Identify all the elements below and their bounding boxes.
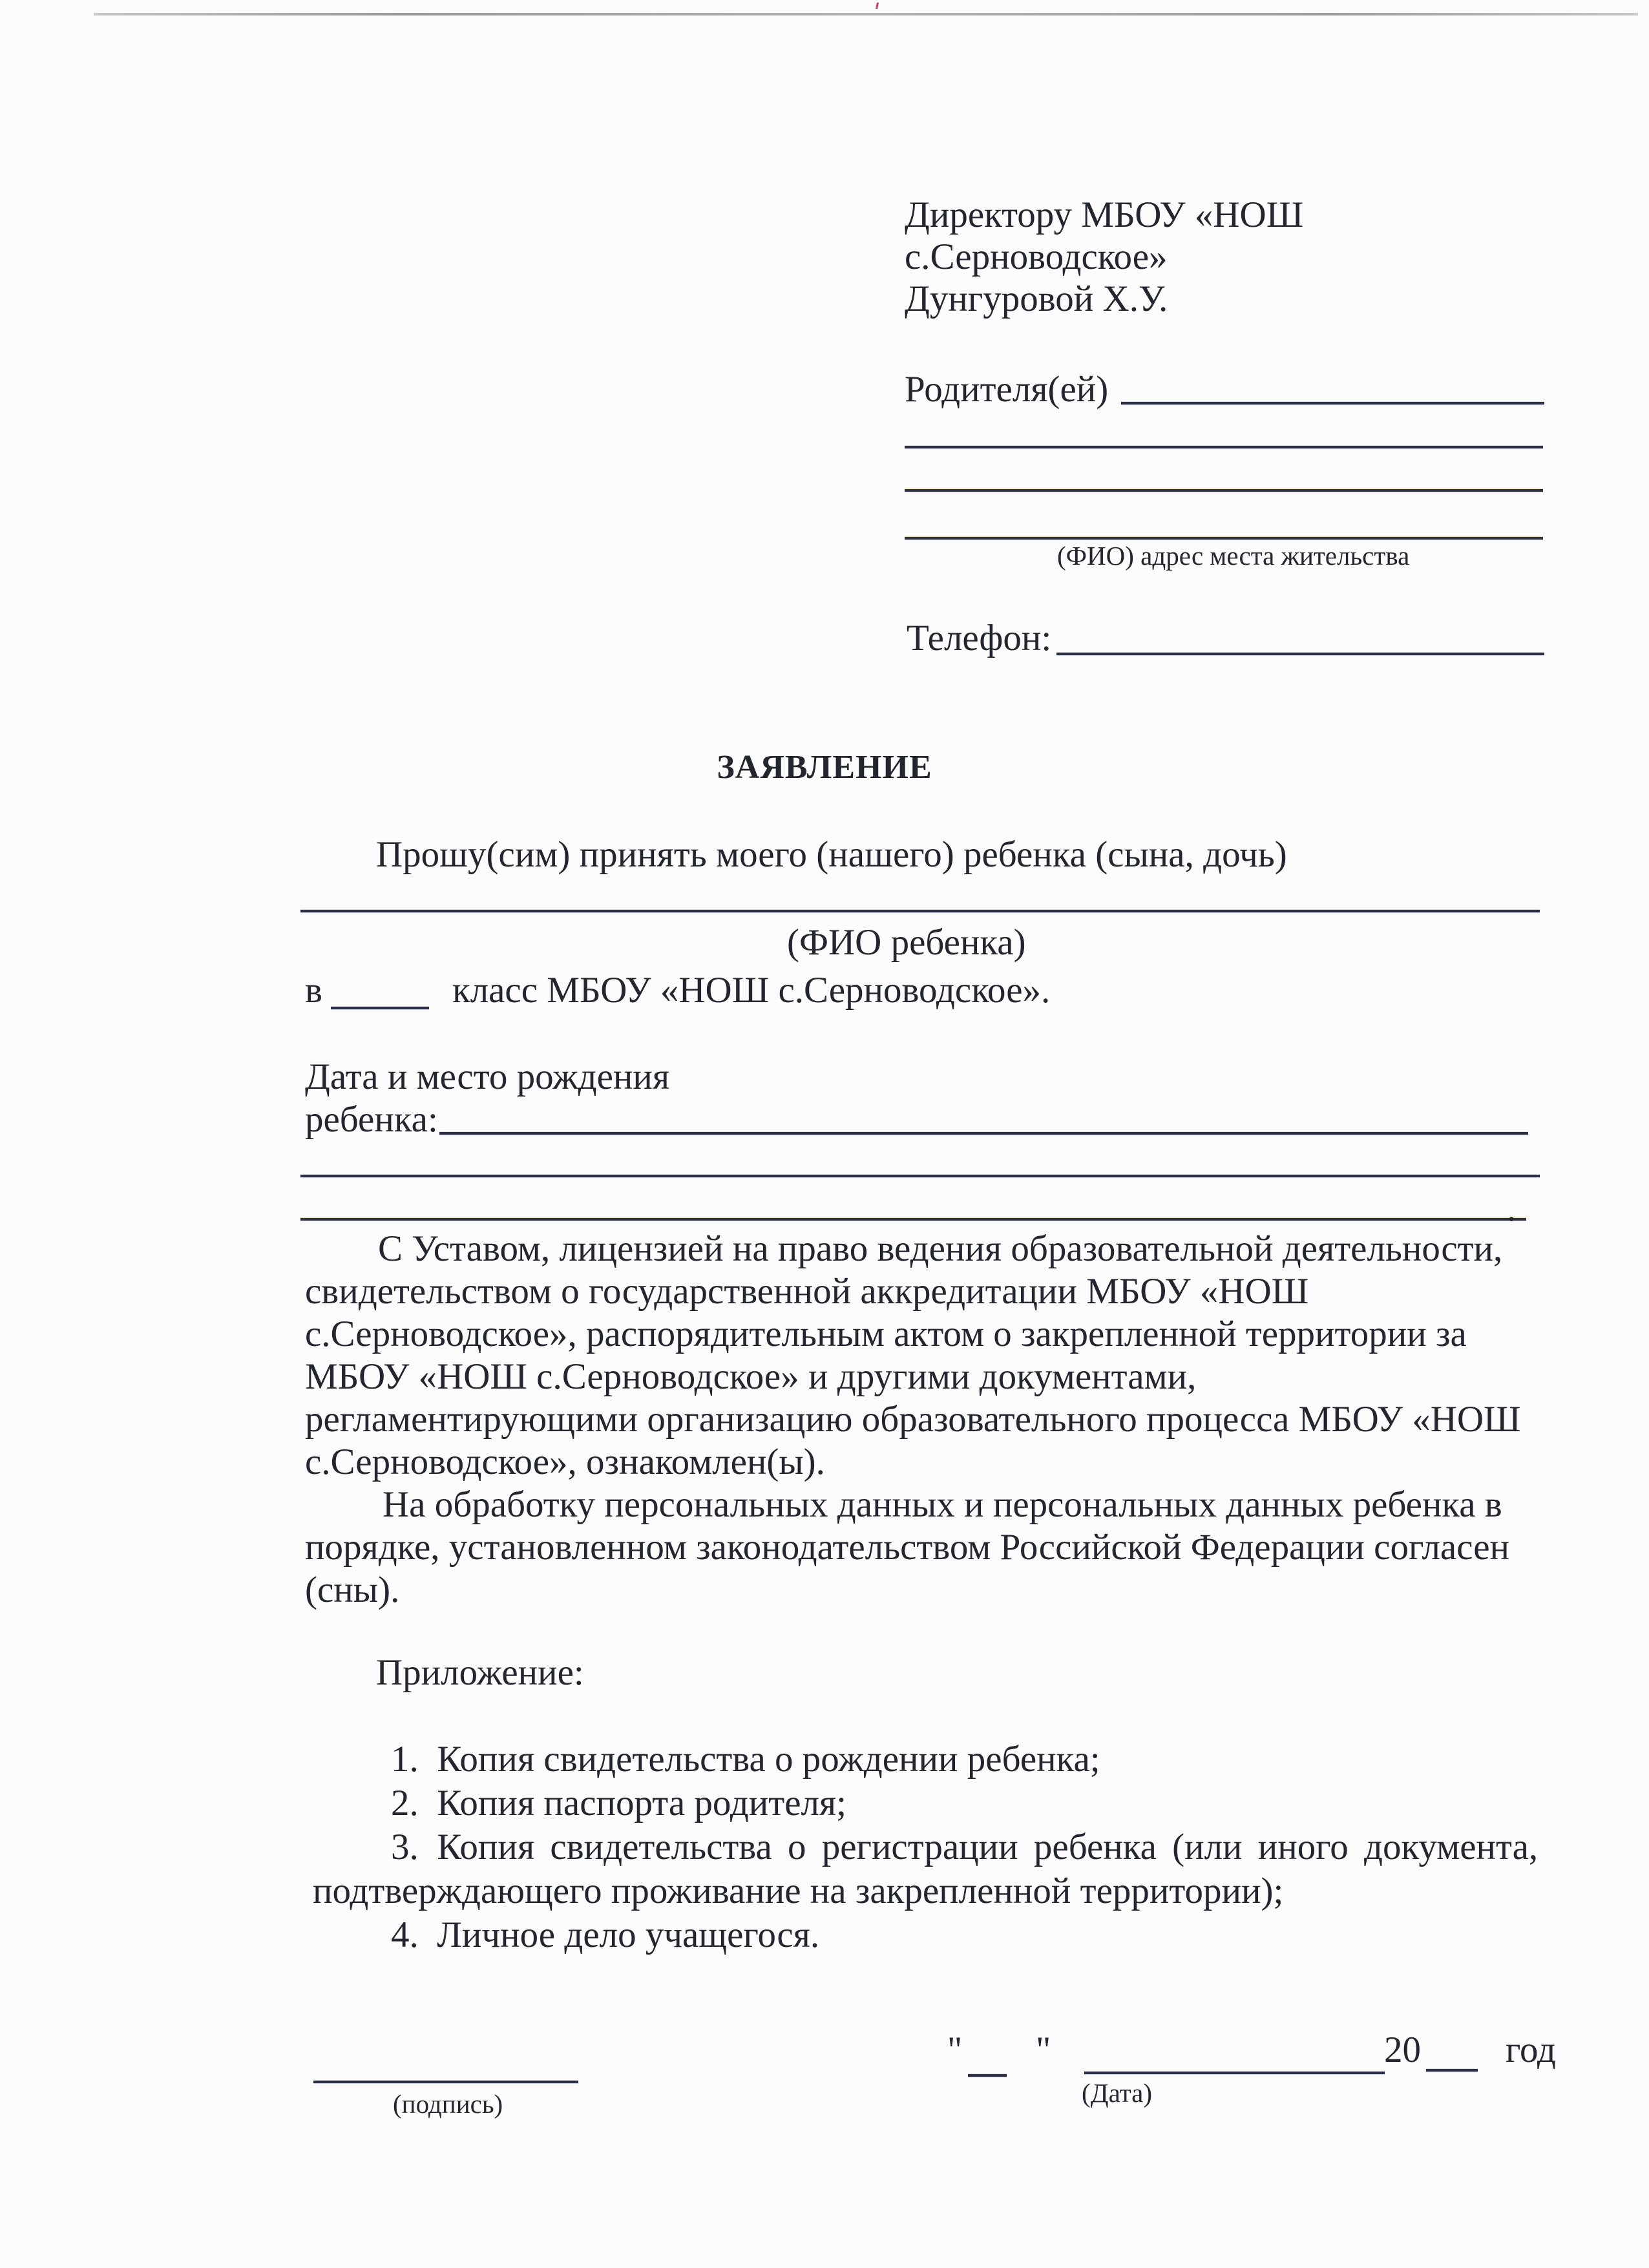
class-suffix: класс МБОУ «НОШ с.Серноводское». (452, 970, 1051, 1011)
parent-field-line-1[interactable] (1121, 402, 1544, 404)
date-open-quote: " (947, 2030, 963, 2070)
birth-label-line-1: Дата и место рождения (305, 1056, 670, 1097)
ack-line-3: с.Серноводское», распорядительным актом о закрепленной территории за (305, 1314, 1467, 1354)
attachment-item-4 (391, 1914, 819, 1957)
signature-caption: (подпись) (393, 2089, 503, 2119)
attachment-item-number: 3. (391, 1827, 419, 1867)
birth-field-line-2[interactable] (300, 1175, 1540, 1177)
birth-field-line-3[interactable] (300, 1218, 1526, 1221)
child-name-field-line[interactable] (300, 910, 1540, 912)
attachment-item-number: 1. (391, 1739, 419, 1780)
ack-line-4: МБОУ «НОШ с.Серноводское» и другими документами, (305, 1356, 1197, 1397)
ack-line-5: регламентирующими организацию образовательного процесса МБОУ «НОШ (305, 1399, 1521, 1440)
date-caption: (Дата) (1082, 2078, 1153, 2108)
attachments-heading: Приложение: (376, 1652, 584, 1693)
birth-field-end-period: . (1507, 1188, 1517, 1229)
class-field-line[interactable] (331, 1007, 429, 1009)
attachment-item-text: Копия свидетельства о рождении ребенка; (437, 1739, 1100, 1780)
attachment-item-number: 2. (391, 1783, 419, 1823)
parent-caption: (ФИО) адрес места жительства (1057, 541, 1410, 571)
attachment-item-text: Копия паспорта родителя; (437, 1783, 846, 1823)
date-day-field-line[interactable] (968, 2074, 1007, 2077)
ack-line-1: С Уставом, лицензией на право ведения образовательной деятельности, (378, 1228, 1503, 1269)
date-century: 20 (1384, 2030, 1421, 2070)
phone-field-line[interactable] (1056, 653, 1544, 655)
request-text: Прошу(сим) принять моего (нашего) ребенка (сына, дочь) (376, 834, 1287, 875)
birth-field-line-1[interactable] (439, 1132, 1528, 1135)
date-year-word: год (1506, 2030, 1556, 2070)
parent-field-line-4[interactable] (905, 537, 1543, 540)
addressee-line-1: Директору МБОУ «НОШ (905, 194, 1304, 235)
consent-line-3: (сны). (305, 1570, 400, 1610)
scan-edge-line (94, 13, 1638, 16)
attachment-item-text: Личное дело учащегося. (437, 1915, 820, 1955)
parent-field-line-3[interactable] (905, 489, 1543, 492)
phone-label: Телефон: (907, 618, 1052, 658)
ack-line-6: с.Серноводское», ознакомлен(ы). (305, 1442, 825, 1482)
date-year-field-line[interactable] (1426, 2069, 1478, 2072)
attachment-item-text: Копия свидетельства о регистрации ребенка (или иного документа, (437, 1827, 1539, 1867)
addressee-line-3: Дунгуровой Х.У. (905, 278, 1168, 319)
document-title: ЗАЯВЛЕНИЕ (717, 749, 932, 786)
class-prefix: в (305, 970, 322, 1011)
ack-line-2: свидетельством о государственной аккредитации МБОУ «НОШ (305, 1271, 1309, 1312)
date-close-quote: " (1036, 2030, 1051, 2070)
birth-label-line-2: ребенка: (305, 1099, 438, 1140)
scan-mark (876, 3, 879, 9)
parent-field-line-2[interactable] (905, 446, 1543, 448)
attachment-item-2 (391, 1782, 846, 1825)
attachment-item-number: 4. (391, 1915, 419, 1955)
attachment-item-1 (391, 1738, 1100, 1781)
consent-line-1: На обработку персональных данных и персональных данных ребенка в (383, 1484, 1502, 1525)
addressee-line-2: с.Серноводское» (905, 236, 1168, 277)
child-name-caption: (ФИО ребенка) (787, 922, 1026, 963)
consent-line-2: порядке, установленном законодательством Российской Федерации согласен (305, 1527, 1509, 1568)
date-month-field-line[interactable] (1084, 2072, 1385, 2074)
attachment-item-3-continuation: подтверждающего проживание на закрепленной территории); (313, 1871, 1284, 1911)
signature-field-line[interactable] (313, 2081, 578, 2083)
addressee-block (905, 194, 1303, 320)
attachment-item-3 (391, 1826, 1538, 1869)
parent-label: Родителя(ей) (905, 369, 1109, 410)
